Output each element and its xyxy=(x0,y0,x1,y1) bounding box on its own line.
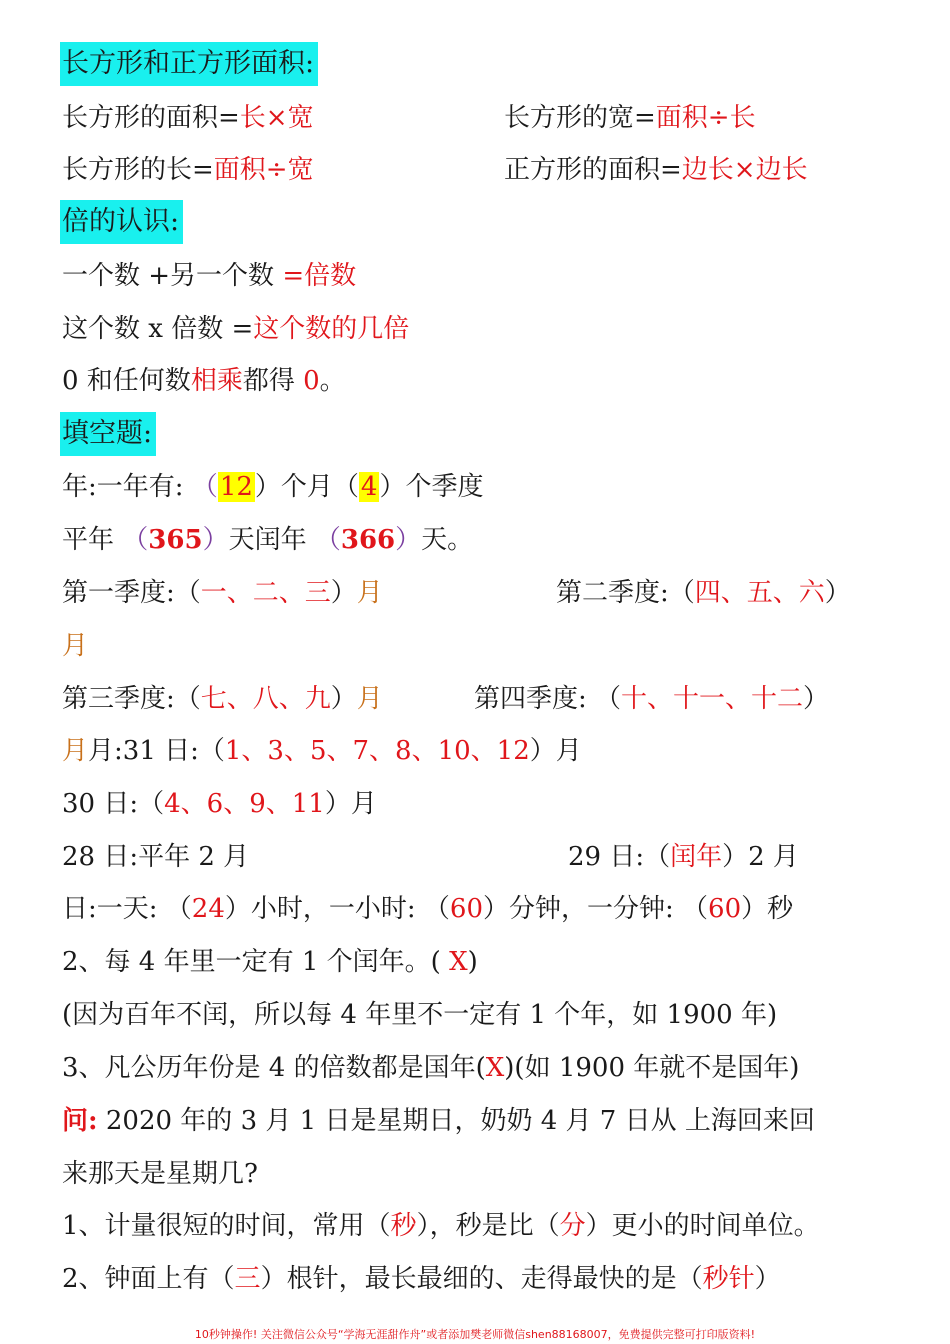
answer: 三 xyxy=(234,1264,261,1294)
answer: 七、八、九 xyxy=(200,684,331,714)
fill-year-line xyxy=(62,467,483,507)
feb-29 xyxy=(568,837,799,877)
area-line-1-col2 xyxy=(504,98,756,138)
fill-quarter-3-4 xyxy=(62,679,830,719)
month-word: 月 xyxy=(356,684,383,714)
text: 2、钟面上有（ xyxy=(62,1264,235,1294)
text: 一个数 +另一个数 xyxy=(62,261,283,291)
text: ） xyxy=(803,684,830,714)
judge-2-line xyxy=(62,942,478,982)
text: 天闰年 xyxy=(228,525,315,555)
fill-quarter-2-month xyxy=(62,626,88,666)
answer: 这个数的几倍 xyxy=(253,314,410,344)
text: 第四季度: （ xyxy=(474,684,622,714)
times-line-3 xyxy=(62,361,346,401)
text: 2、每 4 年里一定有 1 个闰年。( xyxy=(62,947,450,977)
month-word: 月 xyxy=(62,631,89,661)
text: ）更小的时间单位。 xyxy=(585,1211,820,1241)
text: ）个月（ xyxy=(254,472,359,502)
highlighted-answer: 4 xyxy=(360,472,378,502)
text: ） xyxy=(330,578,357,608)
seconds-line-1 xyxy=(62,1206,820,1246)
text: ） xyxy=(824,578,851,608)
fill-quarter-1-2 xyxy=(62,573,851,613)
answer: 366 xyxy=(340,525,396,555)
label-square-area: 正方形的面积= xyxy=(504,155,682,185)
bracket: ） xyxy=(395,525,422,555)
text: 第二季度:（ xyxy=(556,578,695,608)
text: ）秒 xyxy=(741,894,794,924)
highlighted-answer: 12 xyxy=(219,472,253,502)
answer: 一、二、三 xyxy=(200,578,331,608)
answer: 秒针 xyxy=(702,1264,755,1294)
text: 29 日:（ xyxy=(568,842,671,872)
text: ）个季度 xyxy=(379,472,484,502)
times-line-2 xyxy=(62,309,409,349)
answer: 0 xyxy=(303,366,320,396)
text: 第一季度:（ xyxy=(62,578,201,608)
times-line-1 xyxy=(62,256,356,296)
month-word: 月 xyxy=(62,736,89,766)
footer-notice: 10秒钟操作! 关注微信公众号“学海无涯甜作舟”或者添加樊老师微信shen88168007，免费提供完整可打印版资料! xyxy=(194,1328,756,1341)
fill-feb-line xyxy=(62,837,799,877)
fill-days-line xyxy=(62,520,473,560)
fill-month-30-line xyxy=(62,784,377,824)
text: 0 和任何数 xyxy=(62,366,191,396)
quarter-2 xyxy=(556,573,851,613)
text: ），秒是比（ xyxy=(416,1211,560,1241)
question-line-1 xyxy=(62,1101,815,1141)
formula-square-area: 边长×边长 xyxy=(681,155,808,185)
answer: 十、十一、十二 xyxy=(621,684,804,714)
text: ）2 月 xyxy=(722,842,799,872)
formula-rect-length: 面积÷宽 xyxy=(213,155,314,185)
answer: 相乘 xyxy=(190,366,243,396)
text: (因为百年不闰，所以每 4 年里不一定有 1 个年，如 1900 年) xyxy=(62,1000,778,1030)
bracket: ） xyxy=(202,525,229,555)
formula-rect-area: 长×宽 xyxy=(239,103,314,133)
answer: X xyxy=(449,947,468,977)
text: 日:一天: （ xyxy=(62,894,192,924)
answer: 60 xyxy=(708,894,742,924)
text: 2020 年的 3 月 1 日是星期日，奶奶 4 月 7 日从 上海回来回 xyxy=(97,1106,815,1136)
text: 年:一年有: xyxy=(62,472,192,502)
text: ）月 xyxy=(529,736,582,766)
section-header-fill: 填空题: xyxy=(60,412,156,456)
label-rect-width: 长方形的宽= xyxy=(504,103,656,133)
text: ）小时，一小时: （ xyxy=(224,894,450,924)
answer: X xyxy=(485,1053,505,1083)
quarter-4 xyxy=(474,679,829,719)
text: ）分钟，一分钟: （ xyxy=(483,894,709,924)
text: 第三季度:（ xyxy=(62,684,201,714)
month-word: 月 xyxy=(356,578,383,608)
text: 这个数 x 倍数 = xyxy=(62,314,254,344)
answer: 1、3、5、7、8、10、12 xyxy=(224,736,530,766)
text: )(如 1900 年就不是国年) xyxy=(504,1053,800,1083)
judge-3-line xyxy=(62,1048,799,1088)
answer: 60 xyxy=(449,894,484,924)
text: 月:31 日:（ xyxy=(88,736,225,766)
answer: 4、6、9、11 xyxy=(164,789,325,819)
answer: 365 xyxy=(148,525,203,555)
text: 30 日:（ xyxy=(62,789,165,819)
text: ）月 xyxy=(324,789,377,819)
label-rect-area: 长方形的面积= xyxy=(62,103,240,133)
text: 都得 xyxy=(242,366,304,396)
text: ） xyxy=(330,684,357,714)
text: 1、计量很短的时间，常用（ xyxy=(62,1211,391,1241)
label-rect-length: 长方形的长= xyxy=(62,155,214,185)
area-line-2 xyxy=(62,150,808,190)
area-line-2-col2 xyxy=(504,150,808,190)
answer: 24 xyxy=(191,894,225,924)
answer: =倍数 xyxy=(282,261,357,291)
question-line-2 xyxy=(62,1154,258,1194)
text: 28 日:平年 2 月 xyxy=(62,842,250,872)
fill-day-line xyxy=(62,889,793,929)
text: ) xyxy=(467,947,478,977)
text: ）根针，最长最细的、走得最快的是（ xyxy=(260,1264,703,1294)
bracket: （ xyxy=(314,525,341,555)
text: ） xyxy=(754,1264,781,1294)
answer: 四、五、六 xyxy=(694,578,825,608)
question-label: 问: xyxy=(62,1106,98,1136)
formula-rect-width: 面积÷长 xyxy=(655,103,756,133)
answer: 分 xyxy=(559,1211,586,1241)
seconds-line-2 xyxy=(62,1259,781,1299)
text: 3、凡公历年份是 4 的倍数都是国年( xyxy=(62,1053,486,1083)
bracket: （ xyxy=(191,472,218,502)
area-line-1 xyxy=(62,98,756,138)
text: 。 xyxy=(319,366,346,396)
fill-month-31-line xyxy=(62,731,582,771)
answer: 闰年 xyxy=(670,842,723,872)
answer: 秒 xyxy=(390,1211,417,1241)
bracket: （ xyxy=(122,525,149,555)
text: 天。 xyxy=(421,525,474,555)
text: 平年 xyxy=(62,525,123,555)
section-header-times: 倍的认识: xyxy=(60,200,183,244)
judge-2-note xyxy=(62,995,777,1035)
section-header-area: 长方形和正方形面积: xyxy=(60,42,318,86)
text: 来那天是星期几? xyxy=(62,1159,258,1189)
